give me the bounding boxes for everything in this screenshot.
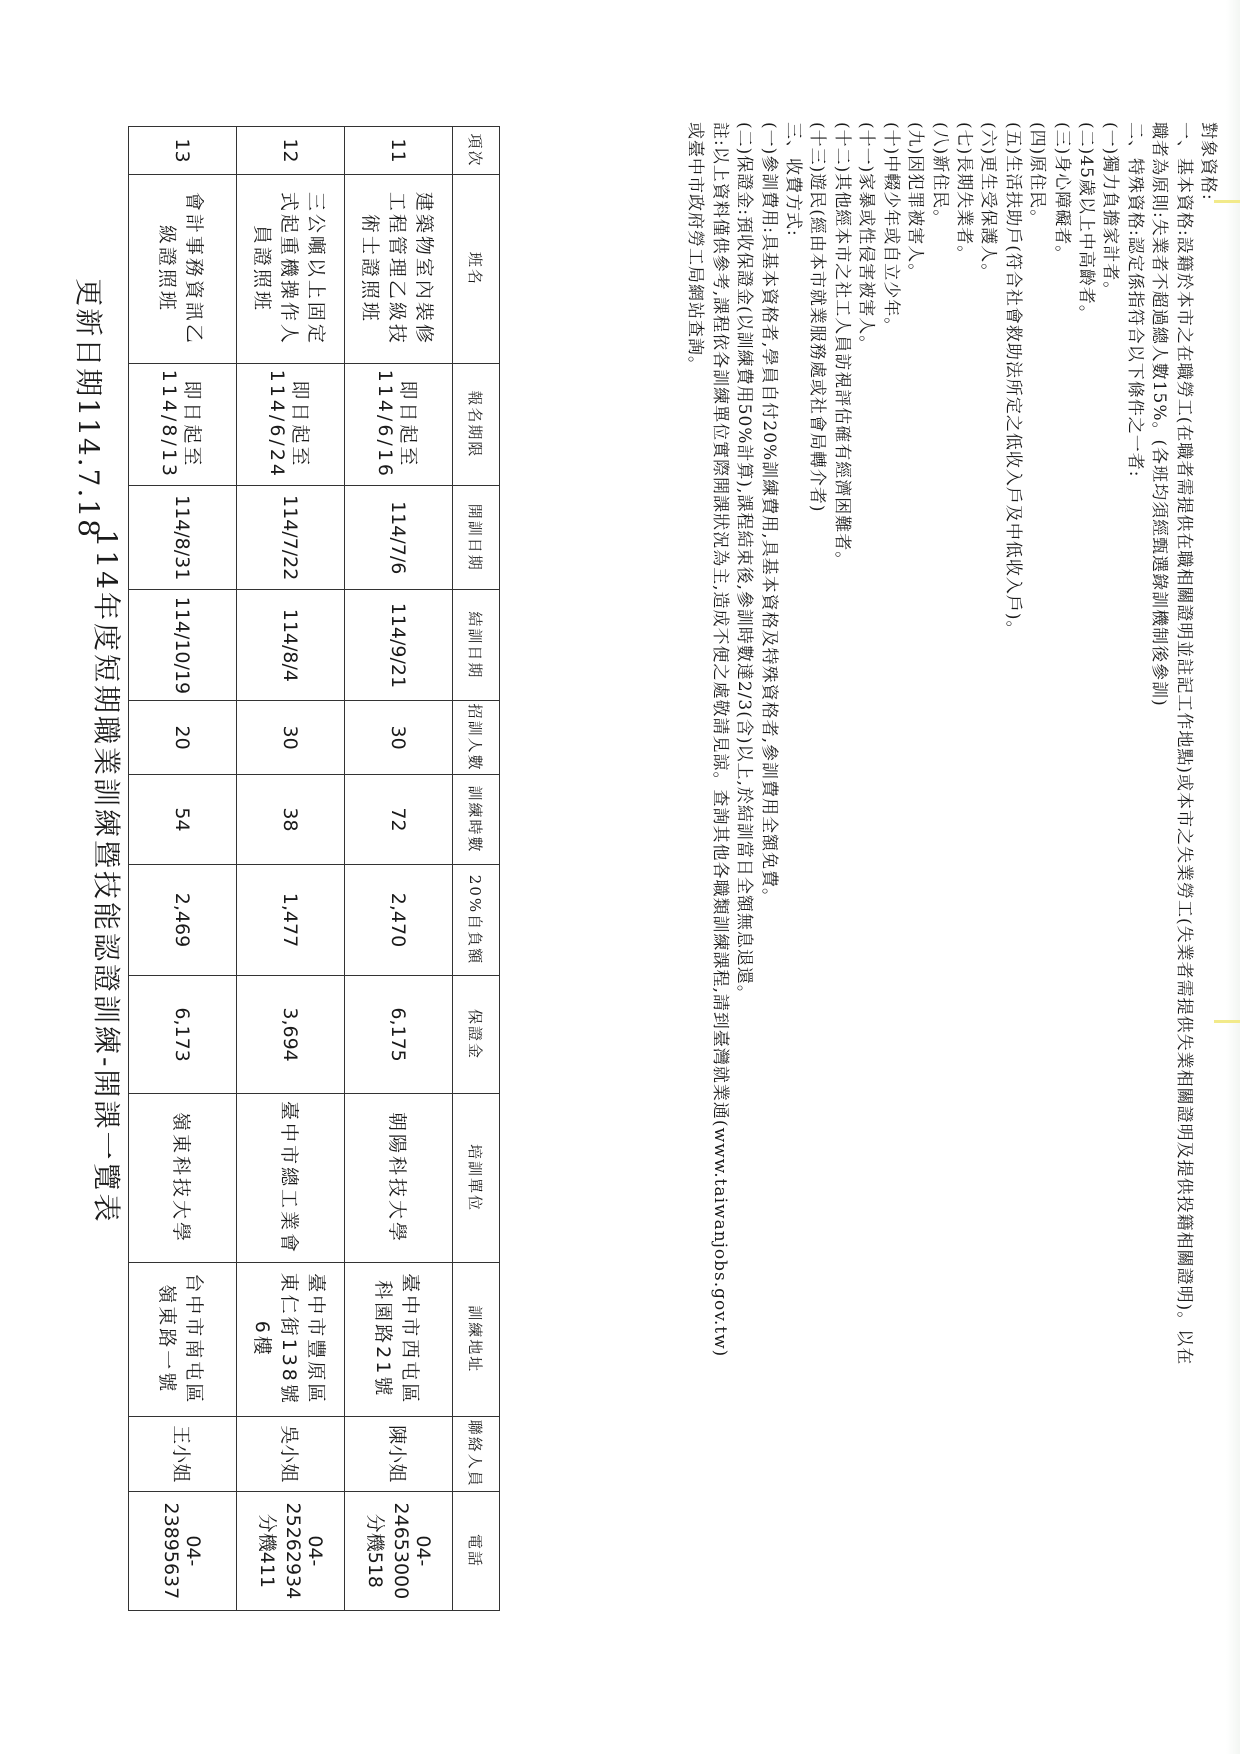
header-deposit: 保證金 xyxy=(453,975,500,1093)
note-line: (一)參訓費用:具基本資格者,學員自付20%訓練費用,具基本資格及特殊資格者,參訓費用全額免費。 xyxy=(758,122,779,906)
cell-class-name: 建築物室內裝修工程管理乙級技術士證照班 xyxy=(345,174,453,363)
cell-no: 11 xyxy=(345,127,453,175)
cell-registration: 即日起至114/6/24 xyxy=(237,363,345,485)
update-date: 更新日期114.7.18 xyxy=(72,278,105,539)
note-line: (二)45歲以上中高齡者。 xyxy=(1075,122,1096,323)
note-line: 一、基本資格:設籍於本市之在職勞工(在職者需提供在職相關證明並註記工作地點)或本市之失業勞工(失業者需提供失業相關證明及提供投籍相關證明)。以在 xyxy=(1173,122,1194,1366)
cell-phone: 04-24653000分機518 xyxy=(345,1491,453,1610)
note-line: (一)獨力負擔家計者。 xyxy=(1100,122,1121,300)
note-line: (三)身心障礙者。 xyxy=(1051,122,1072,264)
note-line: (九)因犯罪被害人。 xyxy=(905,122,926,282)
header-class-name: 班名 xyxy=(453,174,500,363)
cell-registration: 即日起至114/8/13 xyxy=(129,363,237,485)
cell-address: 台中市南屯區嶺東路一號 xyxy=(129,1262,237,1416)
cell-no: 12 xyxy=(237,127,345,175)
cell-contact: 陳小姐 xyxy=(345,1416,453,1491)
note-line: 註:以上資料僅供參考,課程依各訓練單位實際開課狀況為主,造成不便之處敬請見諒。查詢其他各職類訓練課程,請到臺灣就業通(www.taiwanjobs.gov.tw) xyxy=(709,122,730,1358)
cell-seats: 30 xyxy=(237,701,345,775)
table-row xyxy=(129,127,237,1611)
header-start-date: 開訓日期 xyxy=(453,485,500,589)
note-line: (七)長期失業者。 xyxy=(953,122,974,264)
cell-no: 13 xyxy=(129,127,237,175)
cell-organization: 臺中市總工業會 xyxy=(237,1094,345,1263)
note-line: 二、特殊資格:認定係指符合以下條件之一者: xyxy=(1124,122,1145,478)
cell-phone: 04-23895637 xyxy=(129,1491,237,1610)
cell-organization: 朝陽科技大學 xyxy=(345,1094,453,1263)
note-line: 對象資格: xyxy=(1198,122,1218,201)
header-hours: 訓練時數 xyxy=(453,774,500,864)
note-line: (五)生活扶助戶(符合社會救助法所定之低收入戶及中低收入戶)。 xyxy=(1002,122,1023,639)
cell-registration: 即日起至114/6/16 xyxy=(345,363,453,485)
note-line: 三、收費方式: xyxy=(783,122,804,237)
note-line: (十三)遊民(經由本市就業服務處或社會局轉介者) xyxy=(807,122,828,513)
header-contact: 聯絡人員 xyxy=(453,1416,500,1491)
header-phone: 電話 xyxy=(453,1491,500,1610)
cell-contact: 王小姐 xyxy=(129,1416,237,1491)
cell-hours: 38 xyxy=(237,774,345,864)
cell-address: 臺中市豐原區東仁街138號6樓 xyxy=(237,1262,345,1416)
table-row xyxy=(237,127,345,1611)
header-address: 訓練地址 xyxy=(453,1262,500,1416)
cell-self-pay: 2,469 xyxy=(129,865,237,976)
cell-self-pay: 2,470 xyxy=(345,865,453,976)
cell-seats: 20 xyxy=(129,701,237,775)
note-line: (十)中輟少年或自立少年。 xyxy=(880,122,901,336)
cell-seats: 30 xyxy=(345,701,453,775)
note-line: (十一)家暴或性侵害被害人。 xyxy=(856,122,877,354)
cell-contact: 吳小姐 xyxy=(237,1416,345,1491)
note-line: (八)新住民。 xyxy=(929,122,950,228)
note-line: (二)保證金:預收保證金(以訓練費用50%計算),課程結束後,參訓時數達2/3(含)以上,於結訓當日全額無息退還。 xyxy=(734,122,755,1003)
cell-phone: 04-25262934分機411 xyxy=(237,1491,345,1610)
header-organization: 培訓單位 xyxy=(453,1094,500,1263)
cell-start-date: 114/8/31 xyxy=(129,485,237,589)
cell-hours: 72 xyxy=(345,774,453,864)
cell-organization: 嶺東科技大學 xyxy=(129,1094,237,1263)
note-line: (十二)其他經本市之社工人員訪視評估確有經濟困難者。 xyxy=(831,122,852,570)
cell-hours: 54 xyxy=(129,774,237,864)
notes-section xyxy=(683,122,1220,1642)
document-title: 114年度短期職業訓練暨技能認證訓練-開課一覽表 xyxy=(90,529,123,1225)
cell-deposit: 3,694 xyxy=(237,975,345,1093)
cell-class-name: 會計事務資訊乙級證照班 xyxy=(129,174,237,363)
cell-deposit: 6,173 xyxy=(129,975,237,1093)
header-registration: 報名期限 xyxy=(453,363,500,485)
cell-deposit: 6,175 xyxy=(345,975,453,1093)
cell-self-pay: 1,477 xyxy=(237,865,345,976)
cell-start-date: 114/7/22 xyxy=(237,485,345,589)
course-table xyxy=(128,126,500,1611)
cell-end-date: 114/10/19 xyxy=(129,590,237,701)
table-row xyxy=(345,127,453,1611)
cell-end-date: 114/8/4 xyxy=(237,590,345,701)
cell-address: 臺中市西屯區科園路21號 xyxy=(345,1262,453,1416)
table-header-row xyxy=(453,127,500,1611)
header-no: 項次 xyxy=(453,127,500,175)
header-seats: 招訓人數 xyxy=(453,701,500,775)
cell-class-name: 三公噸以上固定式起重機操作人員證照班 xyxy=(237,174,345,363)
header-end-date: 結訓日期 xyxy=(453,590,500,701)
cell-end-date: 114/9/21 xyxy=(345,590,453,701)
note-line: 職者為原則:失業者不超過總人數15%。(各班均須經甄選錄訓機制後參訓) xyxy=(1149,122,1170,707)
cell-start-date: 114/7/6 xyxy=(345,485,453,589)
note-line: (四)原住民。 xyxy=(1027,122,1048,228)
note-line: 或臺中市政府勞工局網站查詢。 xyxy=(685,122,706,374)
note-line: (六)更生受保護人。 xyxy=(978,122,999,282)
header-self-pay: 20%自負額 xyxy=(453,865,500,976)
